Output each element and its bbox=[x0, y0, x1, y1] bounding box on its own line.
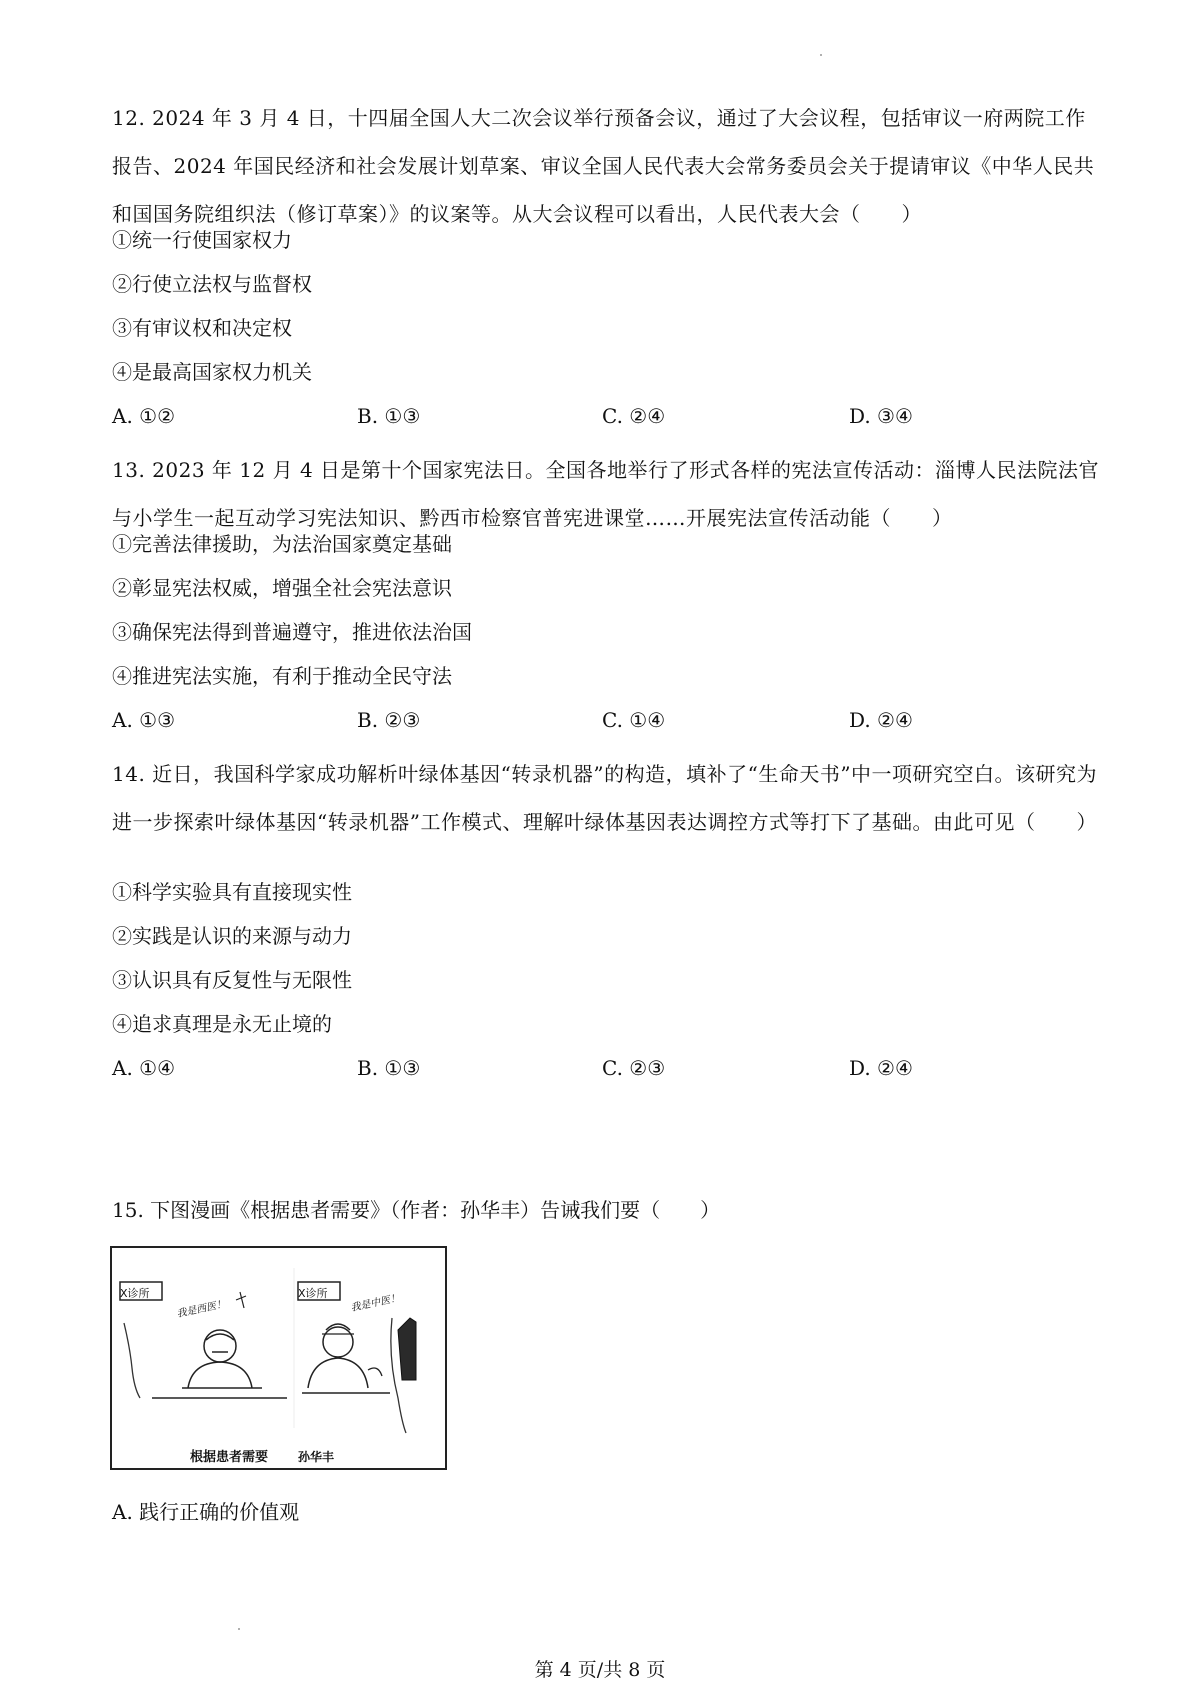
q14-option-d: D. ②④ bbox=[849, 1056, 913, 1080]
q12-options bbox=[112, 402, 1112, 430]
q13-option-d: D. ②④ bbox=[849, 708, 913, 732]
q13-option-a: A. ①③ bbox=[112, 708, 176, 732]
western-doctor-head bbox=[204, 1330, 236, 1362]
q12-item-4: ④是最高国家权力机关 bbox=[112, 360, 312, 384]
q12-item-1: ①统一行使国家权力 bbox=[112, 228, 292, 252]
q12-option-b: B. ①③ bbox=[357, 404, 421, 428]
q12-option-c: C. ②④ bbox=[602, 404, 666, 428]
question-15-stem: 15. 下图漫画《根据患者需要》（作者：孙华丰）告诫我们要（ ） bbox=[112, 1198, 721, 1222]
clinic-sign-left-text: X诊所 bbox=[120, 1287, 150, 1300]
q14-item-4: ④追求真理是永无止境的 bbox=[112, 1012, 332, 1036]
cartoon-author: 孙华丰 bbox=[298, 1450, 335, 1464]
speech-left: 我是西医！ bbox=[175, 1298, 228, 1321]
q14-item-2: ②实践是认识的来源与动力 bbox=[112, 924, 352, 948]
q13-item-4: ④推进宪法实施，有利于推动全民守法 bbox=[112, 664, 452, 688]
q13-item-1: ①完善法律援助，为法治国家奠定基础 bbox=[112, 532, 452, 556]
q12-option-a: A. ①② bbox=[112, 404, 176, 428]
chinese-doctor-body bbox=[308, 1358, 368, 1388]
hanging-coat bbox=[398, 1318, 416, 1380]
q13-option-b: B. ②③ bbox=[357, 708, 421, 732]
cartoon-caption: 根据患者需要 bbox=[190, 1450, 269, 1465]
question-14-stem: 14. 近日，我国科学家成功解析叶绿体基因“转录机器”的构造，填补了“生命天书”中一项研究空白。该研究为进一步探索叶绿体基因“转录机器”工作模式、理解叶绿体基因表达调控方式等打下了基础。由此可见（ ） bbox=[112, 762, 1098, 834]
q12-item-2: ②行使立法权与监督权 bbox=[112, 272, 312, 296]
q13-options bbox=[112, 706, 1112, 734]
q14-option-b: B. ①③ bbox=[357, 1056, 421, 1080]
scan-speck bbox=[820, 54, 822, 56]
q13-item-3: ③确保宪法得到普遍遵守，推进依法治国 bbox=[112, 620, 472, 644]
chinese-doctor-head bbox=[323, 1327, 353, 1357]
page-footer: 第 4 页/共 8 页 bbox=[534, 1659, 666, 1681]
cartoon-drawing bbox=[112, 1248, 445, 1468]
question-13-stem: 13. 2023 年 12 月 4 日是第十个国家宪法日。全国各地举行了形式各样的宪法宣传活动：淄博人民法院法官与小学生一起互动学习宪法知识、黔西市检察官普宪进课堂……开展宪法宣传活动能（ ） bbox=[112, 458, 1100, 530]
q14-item-3: ③认识具有反复性与无限性 bbox=[112, 968, 352, 992]
question-12-stem: 12. 2024 年 3 月 4 日，十四届全国人大二次会议举行预备会议，通过了大会议程，包括审议一府两院工作报告、2024 年国民经济和社会发展计划草案、审议全国人民代表大会常务委员会关于提请审议《中华人民共和国国务院组织法（修订草案）》的议案等。从大会议程可以看出，人民代表大会（ ） bbox=[112, 106, 1095, 226]
q13-item-2: ②彰显宪法权威，增强全社会宪法意识 bbox=[112, 576, 452, 600]
q12-option-d: D. ③④ bbox=[849, 404, 913, 428]
clinic-sign-right-text: X诊所 bbox=[298, 1287, 328, 1300]
scan-speck bbox=[238, 1628, 240, 1630]
q13-option-c: C. ①④ bbox=[602, 708, 666, 732]
q14-item-1: ①科学实验具有直接现实性 bbox=[112, 880, 352, 904]
speech-right: 我是中医！ bbox=[349, 1292, 402, 1315]
western-doctor-body bbox=[188, 1362, 252, 1388]
q15-option-a: A. 践行正确的价值观 bbox=[112, 1500, 300, 1524]
q12-item-3: ③有审议权和决定权 bbox=[112, 316, 292, 340]
q14-options bbox=[112, 1054, 1112, 1082]
q14-option-a: A. ①④ bbox=[112, 1056, 176, 1080]
cartoon-figure bbox=[110, 1246, 447, 1470]
q14-option-c: C. ②③ bbox=[602, 1056, 666, 1080]
